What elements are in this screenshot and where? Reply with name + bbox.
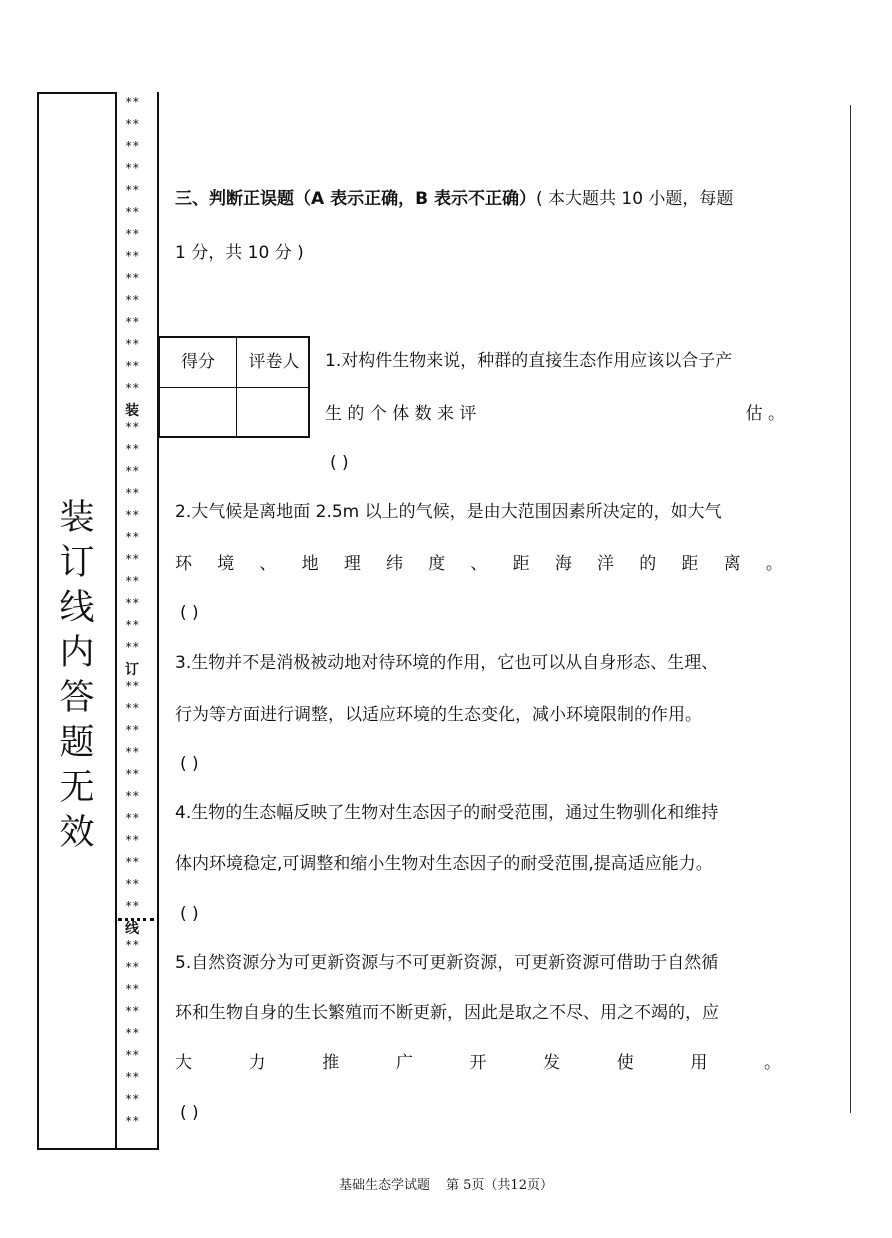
- footer-page-number: 第 5页（共12页）: [446, 1178, 553, 1193]
- binding-star: **: [125, 271, 140, 285]
- binding-star: **: [125, 960, 140, 974]
- binding-star: **: [125, 95, 140, 109]
- binding-star: **: [125, 315, 140, 329]
- binding-char: 无: [59, 768, 95, 808]
- question-3-line2: 行为等方面进行调整，以适应环境的生态变化，减小环境限制的作用。: [175, 705, 702, 725]
- binding-star: **: [125, 249, 140, 263]
- spread-word: 、: [470, 554, 488, 574]
- spread-word: 地: [301, 554, 319, 574]
- binding-star: **: [125, 701, 140, 715]
- binding-star: **: [125, 442, 140, 456]
- spread-word: 广: [395, 1053, 413, 1073]
- binding-star: **: [125, 723, 140, 737]
- binding-star: **: [125, 1026, 140, 1040]
- binding-star: **: [125, 1092, 140, 1106]
- spread-word: 度: [428, 554, 446, 574]
- spread-word: 海: [554, 554, 572, 574]
- binding-star: **: [125, 811, 140, 825]
- binding-char: 答: [59, 678, 95, 718]
- binding-char: 订: [59, 543, 95, 583]
- binding-star: **: [125, 183, 140, 197]
- binding-char: 题: [59, 723, 95, 763]
- binding-star: **: [125, 789, 140, 803]
- spread-word: 的: [639, 554, 657, 574]
- binding-star: **: [125, 359, 140, 373]
- binding-star: **: [125, 381, 140, 395]
- binding-dotted-line: [118, 918, 154, 921]
- answer-blank: ( ): [180, 904, 199, 924]
- score-header: 得分: [181, 352, 215, 372]
- binding-star: **: [125, 833, 140, 847]
- binding-star: **: [125, 205, 140, 219]
- binding-star: **: [125, 1070, 140, 1084]
- page-footer: [0, 1178, 892, 1194]
- spread-word: 用: [690, 1053, 708, 1073]
- spread-word: 发: [543, 1053, 561, 1073]
- binding-char: 内: [59, 633, 95, 673]
- binding-star: **: [125, 464, 140, 478]
- question-5-line3: [175, 1052, 781, 1074]
- right-margin-rule: [850, 105, 851, 1113]
- spread-word: 。: [765, 554, 783, 574]
- binding-star: **: [125, 530, 140, 544]
- binding-char: 装: [59, 498, 95, 538]
- question-1-line2: [325, 403, 785, 425]
- spread-word: 力: [248, 1053, 266, 1073]
- section-title-bold: 三、判断正误题（A 表示正确，B 表示不正确）: [175, 189, 536, 209]
- grader-header: 评卷人: [248, 352, 300, 372]
- answer-blank: ( ): [180, 754, 199, 774]
- binding-star: **: [125, 486, 140, 500]
- binding-star: **: [125, 982, 140, 996]
- binding-star: **: [125, 574, 140, 588]
- question-2-line1: 2.大气候是离地面 2.5m 以上的气候，是由大范围因素所决定的，如大气: [175, 502, 722, 522]
- binding-char: 线: [59, 588, 95, 628]
- footer-title: 基础生态学试题: [339, 1178, 431, 1193]
- binding-star: **: [125, 899, 140, 913]
- binding-star: **: [125, 679, 140, 693]
- answer-blank: ( ): [330, 453, 349, 473]
- binding-star: **: [125, 1114, 140, 1128]
- binding-star: **: [125, 552, 140, 566]
- section-title: [175, 188, 733, 210]
- binding-warning-text: [39, 496, 115, 856]
- binding-star: **: [125, 117, 140, 131]
- binding-star: **: [125, 293, 140, 307]
- answer-blank: ( ): [180, 603, 199, 623]
- spread-word: 离: [723, 554, 741, 574]
- binding-star: **: [125, 139, 140, 153]
- binding-marker: 订: [125, 662, 139, 678]
- binding-star: **: [125, 420, 140, 434]
- binding-star: **: [125, 596, 140, 610]
- spread-word: 开: [469, 1053, 487, 1073]
- question-5-line1: 5.自然资源分为可更新资源与不可更新资源，可更新资源可借助于自然循: [175, 953, 719, 973]
- binding-star: **: [125, 508, 140, 522]
- score-table: [158, 336, 310, 438]
- binding-star: **: [125, 1048, 140, 1062]
- answer-blank: ( ): [180, 1103, 199, 1123]
- spread-word: 距: [681, 554, 699, 574]
- binding-star: **: [125, 227, 140, 241]
- binding-star: **: [125, 855, 140, 869]
- binding-star: **: [125, 767, 140, 781]
- binding-marker: 线: [125, 921, 139, 937]
- spread-word: 推: [322, 1053, 340, 1073]
- spread-word: 洋: [597, 554, 615, 574]
- spread-word: 大: [175, 1053, 192, 1073]
- question-1-line1: 1.对构件生物来说，种群的直接生态作用应该以合子产: [325, 351, 733, 371]
- binding-star: **: [125, 640, 140, 654]
- binding-star: **: [125, 745, 140, 759]
- section-title-line2: 1 分，共 10 分 ): [175, 243, 304, 263]
- spread-word: 环: [175, 554, 192, 574]
- spread-word: 。: [764, 1053, 781, 1073]
- spread-word: 使: [616, 1053, 634, 1073]
- binding-star: **: [125, 337, 140, 351]
- spread-word: 距: [512, 554, 530, 574]
- spread-word: 理: [343, 554, 361, 574]
- binding-star: **: [125, 938, 140, 952]
- spread-word: 、: [259, 554, 277, 574]
- question-1-line2-left: 生 的 个 体 数 来 评: [325, 404, 477, 424]
- binding-margin-box: [37, 92, 117, 1150]
- binding-char: 效: [59, 813, 95, 853]
- spread-word: 境: [217, 554, 235, 574]
- question-4-line2: 体内环境稳定,可调整和缩小生物对生态因子的耐受范围,提高适应能力。: [175, 854, 713, 874]
- question-1-line2-right: 估 。: [745, 404, 785, 424]
- binding-star: **: [125, 1004, 140, 1018]
- question-3-line1: 3.生物并不是消极被动地对待环境的作用，它也可以从自身形态、生理、: [175, 653, 719, 673]
- binding-star-column: [117, 92, 159, 1150]
- section-title-rest: ( 本大题共 10 小题，每题: [535, 189, 734, 209]
- question-5-line2: 环和生物自身的生长繁殖而不断更新，因此是取之不尽、用之不竭的，应: [175, 1003, 719, 1023]
- binding-star: **: [125, 161, 140, 175]
- binding-star: **: [125, 877, 140, 891]
- score-table-divider: [160, 387, 308, 388]
- question-4-line1: 4.生物的生态幅反映了生物对生态因子的耐受范围，通过生物驯化和维持: [175, 803, 719, 823]
- spread-word: 纬: [386, 554, 404, 574]
- question-2-line2: [175, 553, 783, 575]
- binding-star: **: [125, 618, 140, 632]
- binding-marker: 装: [125, 403, 139, 419]
